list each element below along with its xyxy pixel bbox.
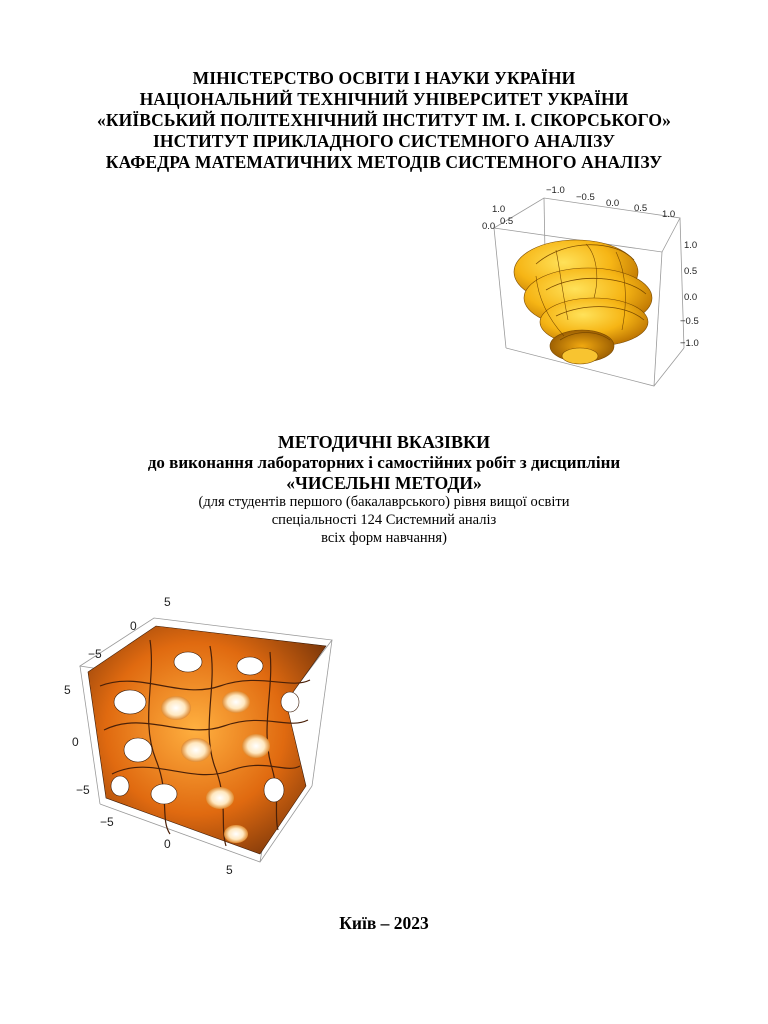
audience-note-line3: всіх форм навчання) — [321, 530, 447, 546]
city-year: Київ – 2023 — [339, 913, 429, 933]
header-line-university: НАЦІОНАЛЬНИЙ ТЕХНІЧНИЙ УНІВЕРСИТЕТ УКРАЇНИ — [139, 89, 629, 109]
axis-label: −5 — [76, 783, 90, 797]
document-subtitle: до виконання лабораторних і самостійних робіт з дисципліни — [147, 453, 621, 472]
axis-label: 5 — [64, 683, 71, 697]
header-line-institute: ІНСТИТУТ ПРИКЛАДНОГО СИСТЕМНОГО АНАЛІЗУ — [152, 131, 616, 151]
axis-label: 0 — [130, 619, 137, 633]
figure-seashell-surface — [476, 180, 712, 402]
axis-label: 0.0 — [606, 198, 620, 209]
axis-label: −5 — [88, 647, 102, 661]
axis-label: −1.0 — [680, 338, 699, 349]
institution-header — [0, 68, 768, 173]
axis-label: 1.0 — [492, 204, 506, 215]
audience-note-line2: спеціальності 124 Системний аналіз — [271, 512, 497, 528]
header-line-kpi: «КИЇВСЬКИЙ ПОЛІТЕХНІЧНИЙ ІНСТИТУТ ІМ. І. СІКОРСЬКОГО» — [97, 110, 671, 130]
axis-label: 0.0 — [482, 221, 496, 232]
header-line-department: КАФЕДРА МАТЕМАТИЧНИХ МЕТОДІВ СИСТЕМНОГО АНАЛІЗУ — [105, 152, 663, 172]
axis-label: 5 — [164, 595, 171, 609]
discipline-name: «ЧИСЕЛЬНІ МЕТОДИ» — [286, 473, 482, 493]
audience-note-line1: (для студентів першого (бакалаврського) рівня вищої освіти — [198, 494, 570, 510]
axis-label: −0.5 — [680, 316, 699, 327]
axis-label: 0 — [164, 837, 171, 851]
document-title-block — [0, 432, 768, 547]
axis-label: 0.5 — [500, 216, 514, 227]
axis-label: 5 — [226, 863, 233, 877]
axis-label: 0.0 — [684, 292, 698, 303]
axis-label: 1.0 — [662, 209, 676, 220]
axis-label: −1.0 — [546, 185, 565, 196]
axis-label: 0.5 — [684, 266, 698, 277]
axis-label: −5 — [100, 815, 114, 829]
document-title: МЕТОДИЧНІ ВКАЗІВКИ — [277, 432, 491, 452]
figure-gyroid-surface — [60, 590, 350, 880]
axis-label: −0.5 — [576, 192, 595, 203]
shell-body — [514, 240, 652, 364]
axis-label: 0.5 — [634, 203, 648, 214]
axis-label: 1.0 — [684, 240, 698, 251]
header-line-ministry: МІНІСТЕРСТВО ОСВІТИ І НАУКИ УКРАЇНИ — [192, 68, 576, 88]
axis-label: 0 — [72, 735, 79, 749]
gyroid-body — [88, 626, 326, 854]
